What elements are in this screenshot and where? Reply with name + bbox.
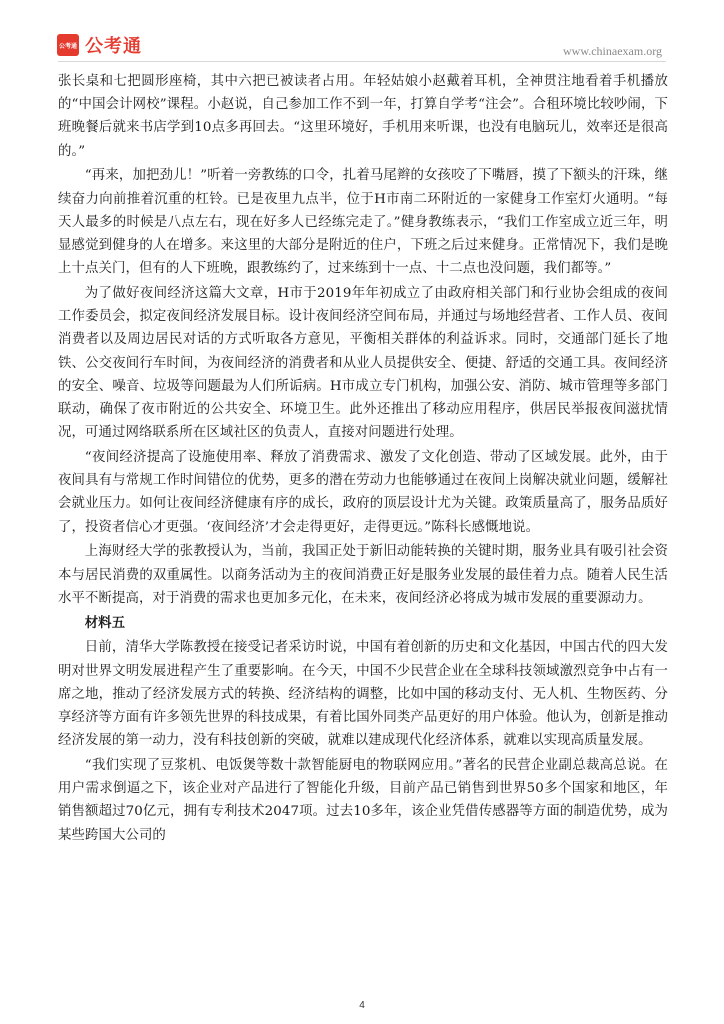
site-url[interactable]: www.chinaexam.org: [563, 44, 662, 58]
document-body: [58, 70, 668, 848]
paragraph: 张长桌和七把圆形座椅，其中六把已被读者占用。年轻姑娘小赵戴着耳机，全神贯注地看着手机播放的“中国会计网校”课程。小赵说，自己参加工作不到一年，打算自学考“注会”。合租环境比较吵闹，下班晚餐后就来书店学到10点多再回去。“这里环境好，手机用来听课，也没有电脑玩儿，效率还是很高的。”: [58, 74, 668, 159]
page-number: 4: [359, 1000, 365, 1011]
paragraph: 日前，清华大学陈教授在接受记者采访时说，中国有着创新的历史和文化基因，中国古代的四大发明对世界文明发展进程产生了重要影响。在今天，中国不少民营企业在全球科技领域激烈竞争中占有一席之地，推动了经济发展方式的转换、经济结构的调整，比如中国的移动支付、无人机、生物医药、分享经济等方面有许多领先世界的科技成果，有着比国外同类产品更好的用户体验。他认为，创新是推动经济发展的第一动力，没有科技创新的突破，就难以建成现代化经济体系，就难以实现高质量发展。: [58, 640, 668, 749]
logo-icon: 公考通: [57, 34, 79, 56]
paragraph: “夜间经济提高了设施使用率、释放了消费需求、激发了文化创造、带动了区域发展。此外，由于夜间具有与常规工作时间错位的优势，更多的潜在劳动力也能够通过在夜间上岗解决就业问题，缓解社会就业压力。如何让夜间经济健康有序的成长，政府的顶层设计尤为关键。政策质量高了，服务品质好了，投资者信心才更强。‘夜间经济’才会走得更好，走得更远。”陈科长感慨地说。: [58, 450, 668, 535]
paragraph: 为了做好夜间经济这篇大文章，H市于2019年年初成立了由政府相关部门和行业协会组成的夜间工作委员会，拟定夜间经济发展目标。设计夜间经济空间布局，并通过与场地经营者、工作人员、夜间消费者以及周边居民对话的方式听取各方意见，平衡相关群体的利益诉求。同时，交通部门延长了地铁、公交夜间行车时间，为夜间经济的消费者和从业人员提供安全、便捷、舒适的交通工具。夜间经济的安全、噪音、垃圾等问题最为人们所诟病。H市成立专门机构，加强公安、消防、城市管理等多部门联动，确保了夜市附近的公共安全、环境卫生。此外还推出了移动应用程序，供居民举报夜间滋扰情况，可通过网络联系所在区域社区的负责人，直接对问题进行处理。: [58, 286, 668, 441]
paragraph: “我们实现了豆浆机、电饭煲等数十款智能厨电的物联网应用。”著名的民营企业副总裁高总说。在用户需求倒逼之下，该企业对产品进行了智能化升级，目前产品已销售到世界50多个国家和地区，年销售额超过70亿元，拥有专利技术2047项。过去10多年，该企业凭借传感器等方面的制造优势，成为某些跨国大公司的: [58, 758, 668, 843]
paragraph: “再来，加把劲儿！”听着一旁教练的口令，扎着马尾辫的女孩咬了下嘴唇，摸了下额头的汗珠，继续奋力向前推着沉重的杠铃。已是夜里九点半，位于H市南二环附近的一家健身工作室灯火通明。“每天人最多的时候是八点左右，现在好多人已经练完走了。”健身教练表示，“我们工作室成立近三年，明显感觉到健身的人在增多。来这里的大部分是附近的住户，下班之后过来健身。正常情况下，我们是晚上十点关门，但有的人下班晚，跟教练约了，过来练到十一点、十二点也没问题，我们都等。”: [58, 168, 668, 277]
brand-logo[interactable]: [57, 32, 142, 58]
paragraph: 上海财经大学的张教授认为，当前，我国正处于新旧动能转换的关键时期，服务业具有吸引社会资本与居民消费的双重属性。以商务活动为主的夜间消费正好是服务业发展的最佳着力点。随着人民生活水平不断提高，对于消费的需求也更加多元化，在未来，夜间经济必将成为城市发展的重要源动力。: [58, 544, 668, 606]
section-title: 材料五: [84, 615, 125, 631]
header-divider: [58, 61, 666, 62]
logo-text: 公考通: [85, 36, 142, 57]
page-header: [0, 0, 724, 66]
